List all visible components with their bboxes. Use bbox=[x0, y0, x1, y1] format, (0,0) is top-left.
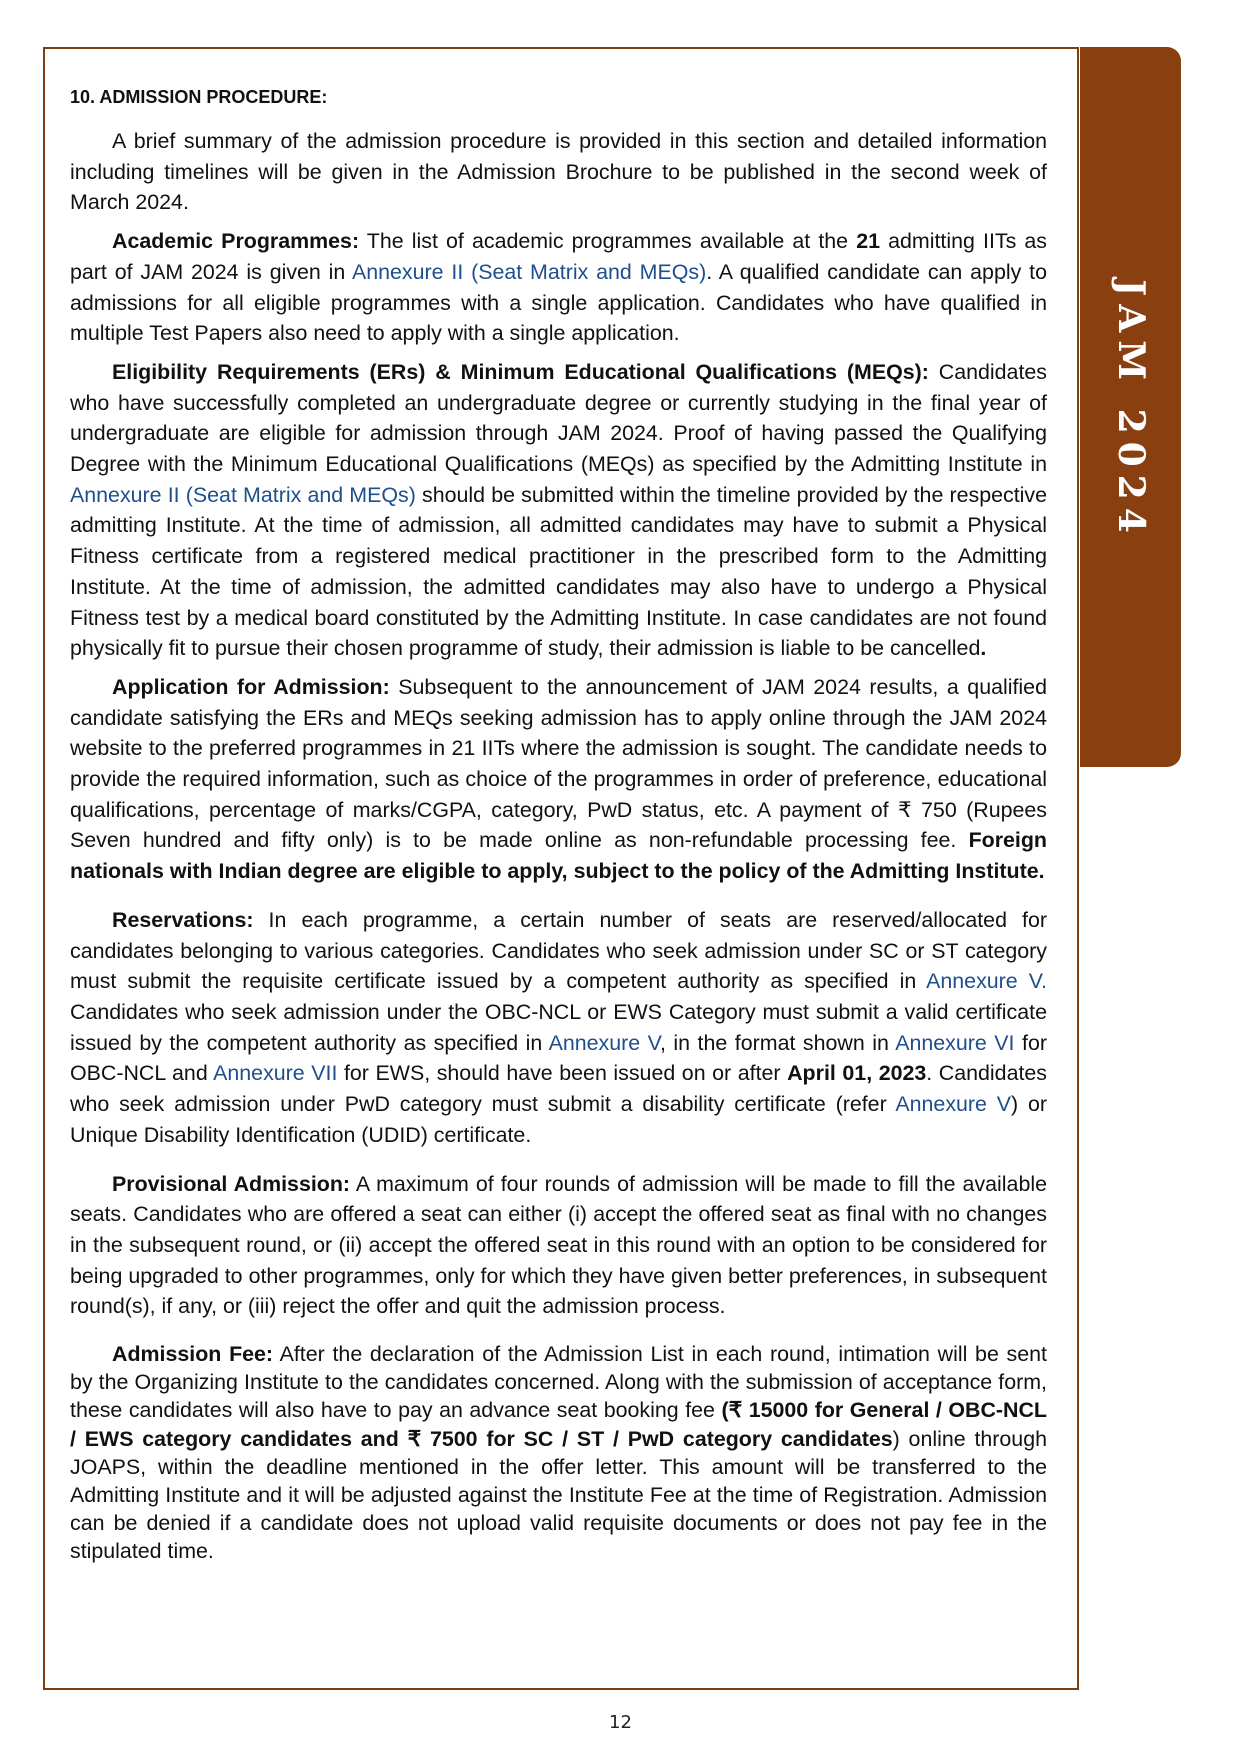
seat-booking-fee-amounts: (₹ 15000 for General / OBC-NCL / EWS category candidates and ₹ 7500 for SC / ST / PwD category candidates bbox=[70, 1398, 1048, 1451]
certificate-date: April 01, 2023 bbox=[787, 1061, 927, 1086]
section-title: 10. ADMISSION PROCEDURE: bbox=[70, 87, 328, 107]
annexure-v-link[interactable]: Annexure V bbox=[548, 1030, 660, 1055]
provisional-admission-heading: Provisional Admission: bbox=[112, 1171, 351, 1196]
page-content bbox=[70, 84, 1047, 1574]
reservations-paragraph: Reservations: In each programme, a certain number of seats are reserved/allocated for candidates belonging to various categories. Candidates who seek admission under SC or ST category must submit the requisite certificate issued by a competent authority as specified in Annexure V. Candidates who seek admission under the OBC-NCL or EWS Category must submit a valid certificate issued by the competent authority as specified in Annexure V, in the format shown in Annexure VI for OBC-NCL and Annexure VII for EWS, should have been issued on or after April 01, 2023. Candidates who seek admission under PwD category must submit a disability certificate (refer Annexure V) or Unique Disability Identification (UDID) certificate. bbox=[70, 907, 1048, 1147]
annexure-ii-link[interactable]: Annexure II (Seat Matrix and MEQs) bbox=[70, 482, 416, 507]
admission-fee-heading: Admission Fee: bbox=[112, 1342, 274, 1367]
academic-programmes-paragraph: Academic Programmes: The list of academic programmes available at the 21 admitting IITs as part of JAM 2024 is given in Annexure II (Seat Matrix and MEQs). A qualified candidate can apply to admissions for all eligible programmes with a single application. Candidates who have qualified in multiple Test Papers also need to apply with a single application. bbox=[70, 229, 1047, 346]
academic-programmes-heading: Academic Programmes: bbox=[112, 229, 360, 254]
iit-count: 21 bbox=[856, 229, 880, 254]
side-tab-label: JAM 2024 bbox=[1109, 279, 1152, 541]
application-paragraph: Application for Admission: Subsequent to the announcement of JAM 2024 results, a qualified candidate satisfying the ERs and MEQs seeking admission has to apply online through the JAM 2024 website to the preferred programmes in 21 IITs where the admission is sought. The candidate needs to provide the required information, such as choice of the programmes in order of preference, educational qualifications, percentage of marks/CGPA, category, PwD status, etc. A payment of ₹ 750 (Rupees Seven hundred and fifty only) is to be made online as non-refundable processing fee. Foreign nationals with Indian degree are eligible to apply, subject to the policy of the Admitting Institute. bbox=[70, 674, 1047, 884]
application-heading: Application for Admission: bbox=[112, 674, 390, 699]
side-tab bbox=[1080, 47, 1181, 767]
reservations-heading: Reservations: bbox=[112, 907, 254, 932]
foreign-nationals-note: Foreign nationals with Indian degree are eligible to apply, subject to the policy of the Admitting Institute. bbox=[70, 828, 1047, 884]
annexure-v-link[interactable]: Annexure V. bbox=[926, 969, 1047, 994]
annexure-ii-link[interactable]: Annexure II (Seat Matrix and MEQs) bbox=[351, 259, 707, 284]
annexure-vii-link[interactable]: Annexure VII bbox=[213, 1061, 338, 1086]
provisional-admission-paragraph: Provisional Admission: A maximum of four rounds of admission will be made to fill the available seats. Candidates who are offered a seat can either (i) accept the offered seat as final with no changes in the subsequent round, or (ii) accept the offered seat in this round with an option to be considered for being upgraded to other programmes, only for which they have given better preferences, in subsequent round(s), if any, or (iii) reject the offer and quit the admission process. bbox=[70, 1171, 1047, 1319]
annexure-v-link[interactable]: Annexure V bbox=[895, 1092, 1012, 1117]
intro-paragraph: A brief summary of the admission procedure is provided in this section and detailed information including timelines will be given in the Admission Brochure to be published in the second week of March 2024. bbox=[70, 129, 1047, 215]
admission-fee-paragraph: Admission Fee: After the declaration of the Admission List in each round, intimation will be sent by the Organizing Institute to the candidates concerned. Along with the submission of acceptance form, these candidates will also have to pay an advance seat booking fee (₹ 15000 for General / OBC-NCL / EWS category candidates and ₹ 7500 for SC / ST / PwD category candidates) online through JOAPS, within the deadline mentioned in the offer letter. This amount will be transferred to the Admitting Institute and it will be adjusted against the Institute Fee at the time of Registration. Admission can be denied if a candidate does not upload valid requisite documents or does not pay fee in the stipulated time. bbox=[70, 1342, 1048, 1564]
page-number: 12 bbox=[609, 1712, 632, 1733]
eligibility-heading: Eligibility Requirements (ERs) & Minimum Educational Qualifications (MEQs): bbox=[112, 359, 929, 384]
eligibility-paragraph: Eligibility Requirements (ERs) & Minimum Educational Qualifications (MEQs): Candidates who have successfully completed an undergraduate degree or currently studying in the final year of undergraduate are eligible for admission through JAM 2024. Proof of having passed the Qualifying Degree with the Minimum Educational Qualifications (MEQs) as specified by the Admitting Institute in Annexure II (Seat Matrix and MEQs) should be submitted within the timeline provided by the respective admitting Institute. At the time of admission, all admitted candidates may have to submit a Physical Fitness certificate from a registered medical practitioner in the prescribed form to the Admitting Institute. At the time of admission, the admitted candidates may also have to undergo a Physical Fitness test by a medical board constituted by the Admitting Institute. In case candidates are not found physically fit to pursue their chosen programme of study, their admission is liable to be cancelled. bbox=[70, 359, 1047, 661]
annexure-vi-link[interactable]: Annexure VI bbox=[895, 1030, 1015, 1055]
